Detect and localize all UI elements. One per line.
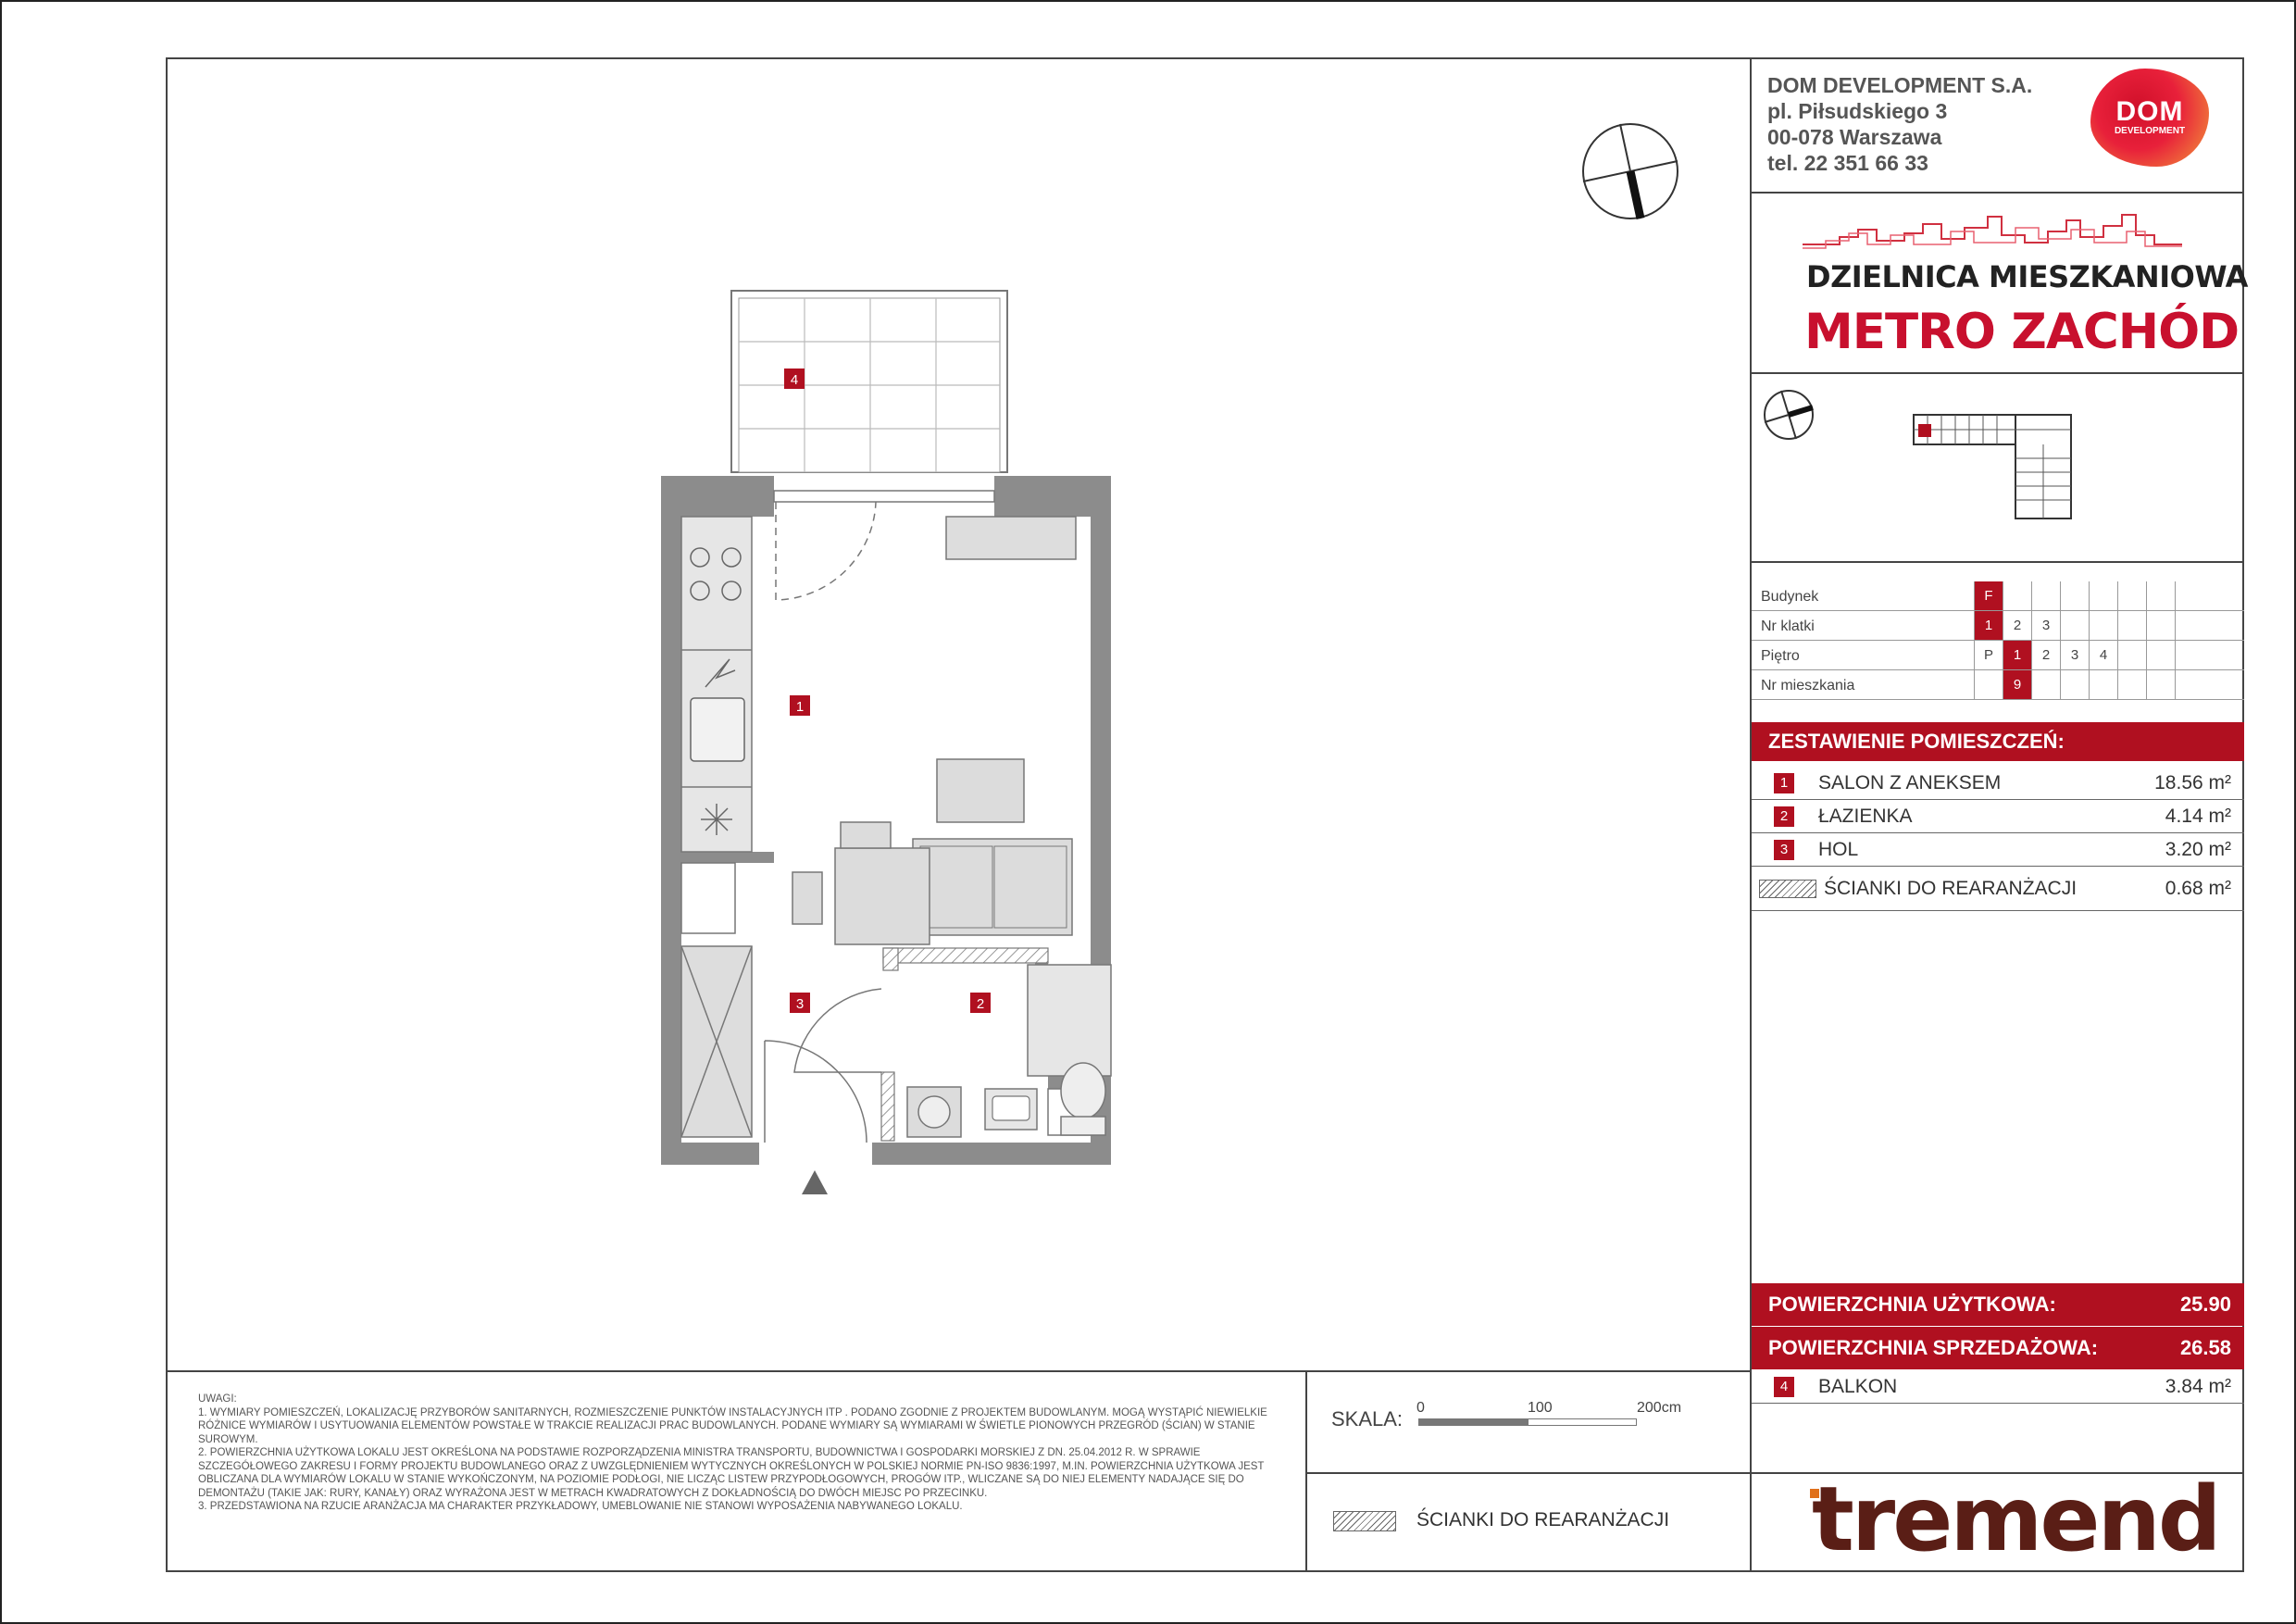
dining-table	[835, 848, 930, 944]
location-grid-label: Piętro	[1761, 648, 1800, 664]
shaft	[681, 863, 735, 933]
location-grid-cell	[2003, 581, 2031, 610]
compass-icon	[1579, 120, 1681, 222]
location-grid-cell: 3	[2031, 611, 2060, 640]
tremend-logo: tremend	[1812, 1468, 2219, 1571]
balcony-row	[1752, 1370, 2244, 1404]
kitchen-counter	[681, 517, 752, 852]
location-grid-row	[1752, 581, 2244, 611]
notes-divider	[166, 1370, 1752, 1372]
room-row	[1752, 800, 2244, 833]
sales-area-value: 26.58	[2179, 1336, 2231, 1359]
hatch-swatch	[1759, 880, 1816, 898]
dom-development-logo	[2090, 69, 2209, 167]
project-name-line1: DZIELNICA MIESZKANIOWA	[1806, 259, 2248, 294]
location-grid-row	[1752, 611, 2244, 641]
location-grid-cell	[2175, 641, 2203, 669]
location-grid-cell	[2117, 670, 2146, 699]
usable-area-bar	[1752, 1283, 2244, 1326]
divider	[1750, 192, 2244, 194]
location-grid-row	[1752, 641, 2244, 670]
room-label-2: 2	[976, 996, 985, 1012]
summary-heading: ZESTAWIENIE POMIESZCZEŃ:	[1752, 722, 2244, 761]
location-grid-cell: F	[1974, 581, 2003, 610]
location-grid-label: Nr klatki	[1761, 618, 1815, 634]
room-label-1: 1	[795, 699, 805, 715]
location-grid-cell	[2117, 641, 2146, 669]
location-grid-cell	[1974, 670, 2003, 699]
legend-divider	[1305, 1472, 1752, 1474]
legend-hatch-swatch	[1333, 1511, 1396, 1531]
location-grid-cell	[2117, 611, 2146, 640]
sales-area-label: POWIERZCHNIA SPRZEDAŻOWA:	[1768, 1336, 2099, 1359]
project-name-line2: METRO ZACHÓD	[1804, 304, 2240, 360]
note-3: 3. PRZEDSTAWIONA NA RZUCIE ARANŻACJA MA CHARAKTER PRZYKŁADOWY, UMEBLOWANIE NIE STANOWI WYPOSAŻENIA NABYWANEGO LOKALU.	[198, 1501, 963, 1512]
room-label-3: 3	[795, 996, 805, 1012]
company-phone: tel. 22 351 66 33	[1767, 151, 1928, 175]
toilet-icon	[1061, 1063, 1105, 1118]
usable-area-label: POWIERZCHNIA UŻYTKOWA:	[1768, 1293, 2056, 1316]
scale-bar-filled	[1418, 1418, 1528, 1426]
logo-text-sub: DEVELOPMENT	[2114, 126, 2186, 136]
location-grid-cell: 1	[2003, 641, 2031, 669]
location-grid-cell	[2089, 581, 2117, 610]
entrance-arrow-icon	[802, 1170, 828, 1194]
location-grid-cell	[2117, 581, 2146, 610]
location-grid-cell	[2175, 670, 2203, 699]
balcony-door-swing	[776, 502, 876, 600]
notes	[198, 1393, 1289, 1514]
location-grid-cell: P	[1974, 641, 2003, 669]
room-number-badge: 3	[1774, 840, 1794, 860]
floor-plan	[650, 280, 1252, 1206]
legend-label: ŚCIANKI DO REARANŻACJI	[1416, 1509, 1670, 1530]
room-name: ŁAZIENKA	[1818, 806, 1913, 827]
location-grid-cell	[2146, 611, 2175, 640]
location-grid-label: Budynek	[1761, 589, 1819, 605]
scale-bar-empty	[1528, 1418, 1637, 1426]
room-label-4: 4	[790, 372, 799, 388]
location-grid-row	[1752, 670, 2244, 700]
fridge-icon	[701, 804, 732, 835]
partition-area: 0.68 m²	[2165, 878, 2231, 899]
room-name: SALON Z ANEKSEM	[1818, 772, 2002, 793]
room-area: 18.56 m²	[2154, 772, 2231, 793]
armchair	[937, 759, 1024, 822]
sink-icon	[691, 698, 744, 761]
divider	[1750, 561, 2244, 563]
chair	[841, 822, 891, 848]
room-number-badge: 4	[1774, 1377, 1794, 1397]
location-grid-cell	[2060, 670, 2089, 699]
chair	[792, 872, 822, 924]
location-grid-cell	[2089, 611, 2117, 640]
location-grid-cell	[2175, 581, 2203, 610]
location-grid-cell: 2	[2031, 641, 2060, 669]
notes-heading: UWAGI:	[198, 1393, 237, 1405]
location-grid-cell	[2146, 670, 2175, 699]
room-name: HOL	[1818, 839, 1859, 860]
scale-tick-0: 0	[1416, 1400, 1425, 1416]
location-grid-cell	[2089, 670, 2117, 699]
scale-label: SKALA:	[1331, 1407, 1404, 1430]
location-grid-cell: 3	[2060, 641, 2089, 669]
logo-text-main: DOM	[2115, 96, 2184, 127]
location-grid-cell: 2	[2003, 611, 2031, 640]
room-area: 4.14 m²	[2165, 806, 2231, 827]
location-grid-cell	[2031, 581, 2060, 610]
partition-row	[1752, 867, 2244, 911]
sales-area-bar	[1752, 1327, 2244, 1369]
partition-name: ŚCIANKI DO REARANŻACJI	[1824, 878, 2078, 899]
location-grid-label: Nr mieszkania	[1761, 678, 1855, 693]
balcony-name: BALKON	[1818, 1376, 1898, 1397]
location-grid-cell: 9	[2003, 670, 2031, 699]
room-number-badge: 2	[1774, 806, 1794, 827]
key-plan-icon	[1909, 407, 2076, 528]
skyline-icon	[1803, 207, 2182, 250]
shower	[1028, 965, 1111, 1076]
radiator	[946, 517, 1076, 559]
scale-divider	[1305, 1370, 1307, 1572]
location-grid-cell	[2146, 641, 2175, 669]
company-name: DOM DEVELOPMENT S.A.	[1767, 73, 2033, 97]
company-address-city: 00-078 Warszawa	[1767, 125, 1942, 149]
room-area: 3.20 m²	[2165, 839, 2231, 860]
entrance-door-swing	[765, 1041, 867, 1143]
usable-area-value: 25.90	[2179, 1293, 2231, 1316]
note-1: 1. WYMIARY POMIESZCZEŃ, LOKALIZACJĘ PRZYBORÓW SANITARNYCH, ROZMIESZCZENIE PUNKTÓW INSTALACYJNYCH ITP . PODANO ZGODNIE Z PROJEKTEM BUDOWLANYM. MOGĄ WYSTĄPIĆ NIEWIELKIE RÓŻNICE WYMIARÓW I USYTUOWANIA ELEMENTÓW POWSTAŁE W TRAKCIE REALIZACJI PRAC BUDOWLANYCH. PODANE WYMIARY SĄ WYMIARAMI W ŚWIETLE PIONOWYCH PRZEGRÓD (ŚCIAN) W STANIE SUROWYM.	[198, 1406, 1267, 1445]
room-number-badge: 1	[1774, 773, 1794, 793]
location-grid-cell	[2031, 670, 2060, 699]
room-row	[1752, 767, 2244, 800]
company-address-street: pl. Piłsudskiego 3	[1767, 99, 1948, 123]
scale-tick-200: 200cm	[1637, 1400, 1682, 1416]
room-row	[1752, 833, 2244, 867]
partition-wall	[883, 948, 1048, 963]
compass-small-icon	[1761, 387, 1816, 443]
note-2: 2. POWIERZCHNIA UŻYTKOWA LOKALU JEST OKREŚLONA NA PODSTAWIE ROZPORZĄDZENIA MINISTRA TRANSPORTU, BUDOWNICTWA I GOSPODARKI MORSKIEJ Z DN. 25.04.2012 R. W SPRAWIE SZCZEGÓŁOWEGO ZAKRESU I FORMY PROJEKTU BUDOWLANEGO ORAZ Z UWZGLĘDNIENIEM WYTYCZNYCH OKREŚLONYCH W POLSKIEJ NORMIE PN-ISO 9836:1997, M.IN. POWIERZCHNIA UŻYTKOWA JEST OBLICZANA DLA WYMIARÓW LOKALU W STANIE WYKOŃCZONYM, NA POZIOMIE PODŁOGI, NIE LICZĄC LISTEW PRZYPODŁOGOWYCH, PROGÓW ITP., WLICZANE SĄ DO NIEJ ELEMENTY NADAJĄCE SIĘ DO DEMONTAŻU (TAKIE JAK: RURY, KANAŁY) ORAZ WYRAŻONA JEST W METRACH KWADRATOWYCH Z DOKŁADNOŚCIĄ DO DWÓCH MIEJSC PO PRZECINKU.	[198, 1447, 1265, 1499]
balcony-area: 3.84 m²	[2165, 1376, 2231, 1397]
location-grid-cell	[2146, 581, 2175, 610]
divider	[1750, 372, 2244, 374]
location-grid-cell	[2060, 611, 2089, 640]
location-grid-cell	[2175, 611, 2203, 640]
scale-tick-100: 100	[1528, 1400, 1553, 1416]
location-grid-cell	[2060, 581, 2089, 610]
company-info	[1767, 72, 2032, 176]
location-grid-cell: 4	[2089, 641, 2117, 669]
location-grid-cell: 1	[1974, 611, 2003, 640]
